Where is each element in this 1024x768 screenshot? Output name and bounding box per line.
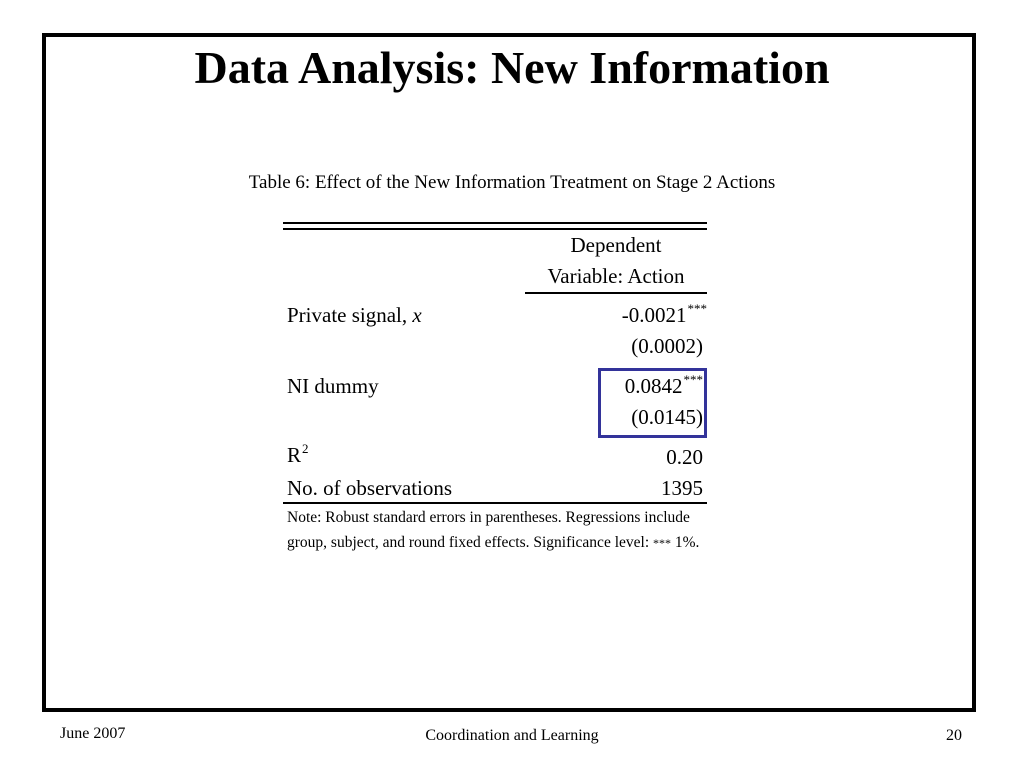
top-rule-2 <box>283 228 707 230</box>
significance-stars: *** <box>687 301 707 316</box>
r-squared-value: 0.20 <box>666 445 703 469</box>
note-stars: *** <box>653 535 671 550</box>
header-line-1: Dependent <box>570 233 662 257</box>
regression-table <box>283 220 707 520</box>
se-private-signal: (0.0002) <box>631 334 703 358</box>
row-label-text: Private signal, <box>287 303 413 327</box>
row-label-observations: No. of observations <box>287 476 453 500</box>
r-squared-superscript: 2 <box>302 441 309 456</box>
row-label-variable: x <box>412 303 422 327</box>
top-rule-1 <box>283 222 707 224</box>
r-squared-label: R <box>287 443 302 467</box>
coef-value: -0.0021 <box>621 303 687 327</box>
header-line-2: Variable: Action <box>547 264 685 288</box>
row-label-private-signal <box>287 302 422 328</box>
slide-title: Data Analysis: New Information <box>194 42 830 93</box>
row-label-ni-dummy: NI dummy <box>287 374 379 398</box>
bottom-rule <box>283 502 707 504</box>
footer-title: Coordination and Learning <box>425 727 599 744</box>
significance-stars: *** <box>683 372 703 387</box>
row-label-r-squared <box>287 442 309 471</box>
coef-private-signal <box>622 302 707 331</box>
coef-value: 0.0842 <box>624 374 683 398</box>
highlight-box <box>598 368 707 438</box>
footer-date: June 2007 <box>60 725 126 742</box>
footer-page-number: 20 <box>946 727 962 744</box>
note-text: Note: Robust standard errors in parentheses. Regressions include group, subject, and round fixed effects. Significance level: <box>287 509 690 551</box>
table-caption: Table 6: Effect of the New Information Treatment on Stage 2 Actions <box>248 172 776 193</box>
observations-value: 1395 <box>661 476 703 500</box>
header-underline <box>525 292 707 294</box>
note-text-end: 1%. <box>671 533 700 551</box>
se-ni-dummy: (0.0145) <box>631 405 703 429</box>
table-note <box>287 506 717 555</box>
